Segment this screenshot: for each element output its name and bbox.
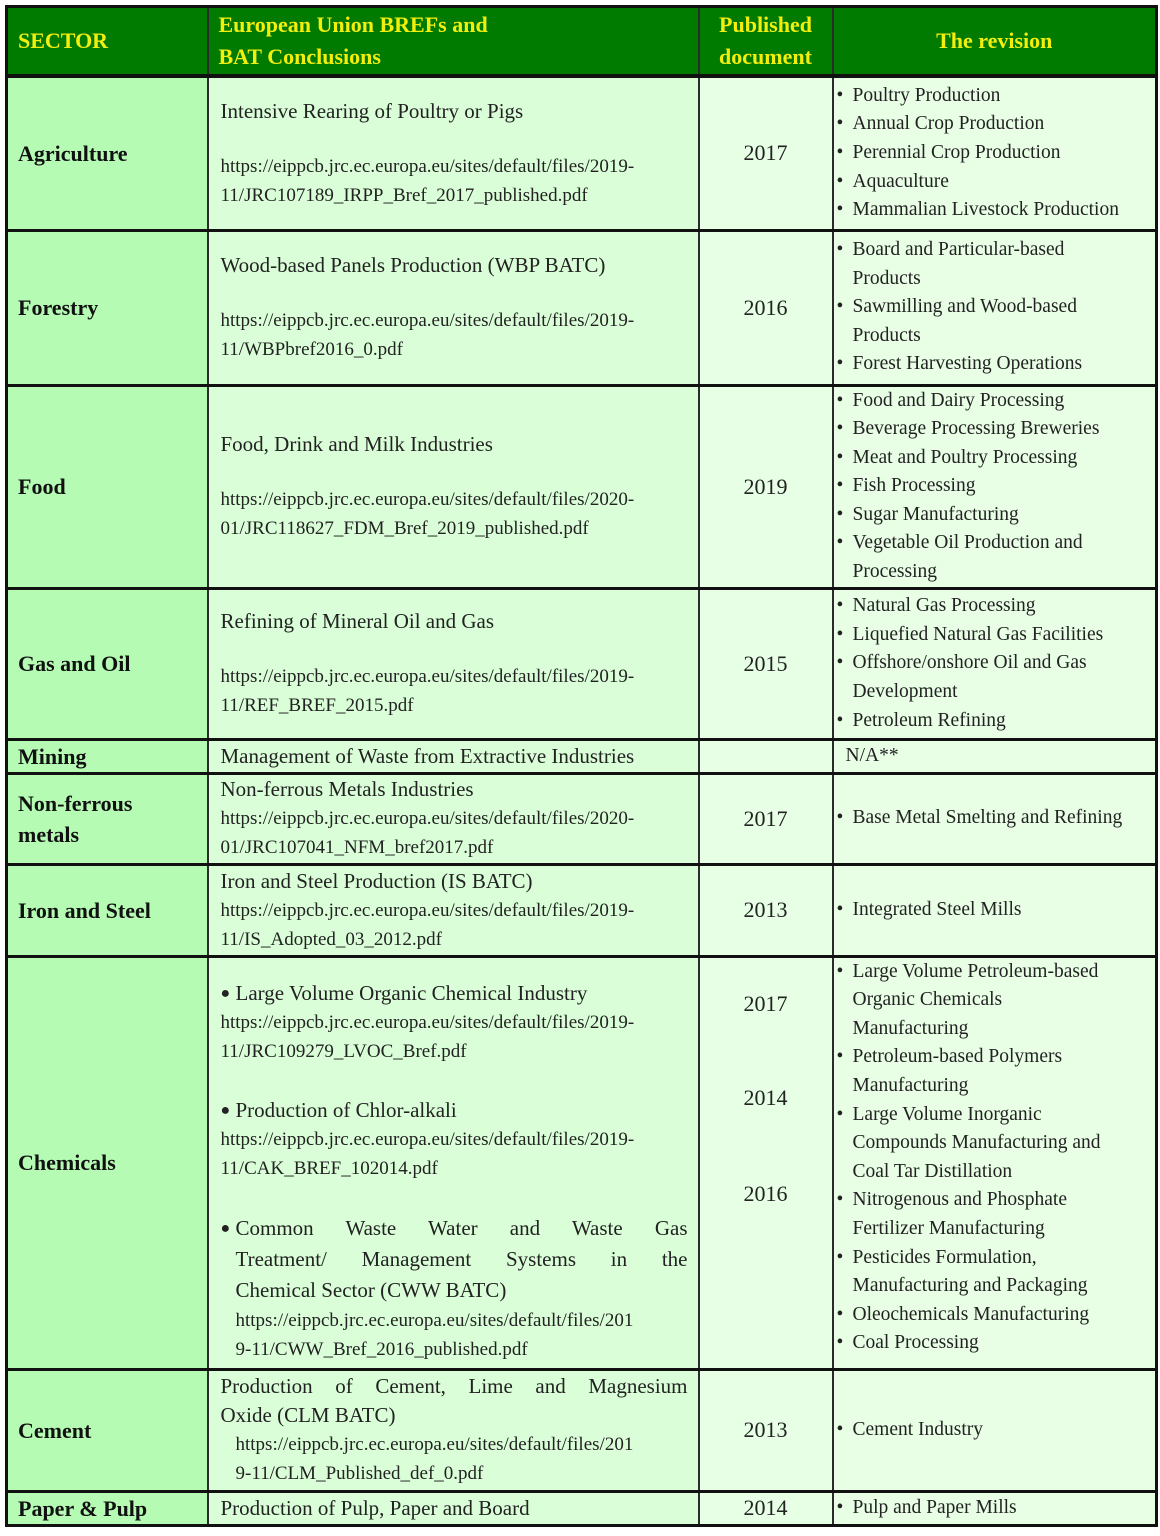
year-cell: 2013	[699, 1369, 833, 1491]
bref-url-line2[interactable]: 11/REF_BREF_2015.pdf	[220, 695, 414, 717]
header-published	[699, 7, 833, 77]
bullet-icon: •	[836, 503, 844, 525]
revision-item: • Oleochemicals Manufacturing	[837, 1301, 1152, 1330]
bref-cell	[208, 864, 699, 956]
revision-list	[837, 896, 1152, 925]
header-bref-line1: European Union BREFs and	[218, 12, 488, 37]
year-cell: 2013	[699, 864, 833, 956]
year-cww: 2016	[743, 1180, 788, 1206]
bref-cell	[208, 76, 699, 230]
revision-list	[837, 804, 1152, 833]
bullet-icon: ●	[220, 1102, 231, 1120]
header-bref-line2: BAT Conclusions	[218, 44, 381, 69]
bullet-icon: •	[836, 113, 844, 135]
bref-title: Production of Pulp, Paper and Board	[220, 1495, 530, 1520]
bref-url-line2[interactable]: 11/JRC109279_LVOC_Bref.pdf	[220, 1041, 467, 1063]
bref-url-line1[interactable]: https://eippcb.jrc.ec.europa.eu/sites/default/files/2019-	[220, 310, 635, 331]
bref-url-line2[interactable]: 01/JRC107041_NFM_bref2017.pdf	[220, 837, 494, 859]
bref-url-line1[interactable]: https://eippcb.jrc.ec.europa.eu/sites/default/files/2019-	[220, 666, 635, 688]
year-cell: 2016	[699, 230, 833, 385]
sector-cell: Gas and Oil	[7, 588, 208, 739]
bref-url-line2[interactable]: 9-11/CWW_Bref_2016_published.pdf	[235, 1339, 528, 1361]
bref-url-line1[interactable]: https://eippcb.jrc.ec.europa.eu/sites/default/files/2019-	[220, 1129, 635, 1151]
bullet-icon: •	[836, 709, 844, 731]
revision-cell	[833, 739, 1157, 773]
year-cell: 2017	[699, 773, 833, 864]
revision-item: • Annual Crop Production	[837, 110, 1152, 139]
revision-item: • Aquaculture	[837, 168, 1152, 197]
table-row-gas-and-oil	[7, 588, 1157, 739]
revision-item: • Sugar Manufacturing	[837, 501, 1152, 530]
bref-url-line2[interactable]: 01/JRC118627_FDM_Bref_2019_published.pdf	[220, 518, 589, 540]
bref-cell	[208, 588, 699, 739]
header-row	[7, 7, 1157, 77]
bref-title: ● Common Waste Water and Waste Gas Treatment/ Management Systems in the Chemical Sector (CWW BATC)	[221, 1213, 688, 1306]
table-row-mining	[7, 739, 1157, 773]
revision-item: • Forest Harvesting Operations	[837, 350, 1152, 379]
bref-title: ● Large Volume Organic Chemical Industry	[221, 979, 688, 1008]
year-cell: 2015	[699, 588, 833, 739]
bullet-icon: •	[836, 418, 844, 440]
sector-cell: Paper & Pulp	[7, 1491, 208, 1525]
bref-title-line2: Oxide (CLM BATC)	[220, 1403, 396, 1428]
bref-title: Intensive Rearing of Poultry or Pigs	[220, 98, 524, 123]
revision-list	[837, 958, 1152, 1358]
table-row-non-ferrous-metals	[7, 773, 1157, 864]
revision-item: • Pulp and Paper Mills	[837, 1494, 1152, 1523]
revision-item: • Cement Industry	[837, 1416, 1152, 1445]
bref-cell	[208, 1369, 699, 1491]
table-row-agriculture	[7, 76, 1157, 230]
revision-item: • Meat and Poultry Processing	[837, 444, 1152, 473]
bullet-icon: •	[836, 353, 844, 375]
sector-line2: metals	[18, 821, 80, 847]
bullet-icon: •	[836, 239, 844, 261]
bullet-icon: •	[836, 807, 844, 829]
bref-cell	[208, 773, 699, 864]
bullet-icon: •	[836, 1046, 844, 1068]
bullet-icon: •	[836, 84, 844, 106]
bullet-icon: •	[836, 1303, 844, 1325]
bref-url-line2[interactable]: 11/IS_Adopted_03_2012.pdf	[220, 928, 442, 950]
bref-cell	[208, 230, 699, 385]
bullet-icon: •	[836, 1189, 844, 1211]
bullet-icon: •	[836, 1103, 844, 1125]
bref-title: Non-ferrous Metals Industries	[220, 777, 474, 802]
bref-title: Refining of Mineral Oil and Gas	[220, 609, 495, 634]
bref-title-line1: Production of Cement, Lime and Magnesium	[220, 1374, 688, 1399]
year-cell: 2019	[699, 385, 833, 588]
revision-item: • Food and Dairy Processing	[837, 387, 1152, 416]
sector-cell: Forestry	[7, 230, 208, 385]
revision-item: • Petroleum Refining	[837, 707, 1152, 736]
bullet-icon: •	[836, 1496, 844, 1518]
bullet-icon: •	[836, 296, 844, 318]
year-chlor-alkali: 2014	[743, 1084, 788, 1110]
revision-item: • Board and Particular-based Products	[837, 236, 1152, 293]
revision-cell	[833, 956, 1157, 1369]
table-row-forestry	[7, 230, 1157, 385]
revision-item: • Large Volume Petroleum-based Organic Chemicals Manufacturing	[837, 958, 1152, 1044]
revision-cell	[833, 773, 1157, 864]
revision-item: • Base Metal Smelting and Refining	[837, 804, 1152, 833]
bullet-icon: •	[836, 1332, 844, 1354]
bullet-icon: •	[836, 446, 844, 468]
year-cell: 2017	[699, 76, 833, 230]
bullet-icon: •	[836, 595, 844, 617]
bref-cell	[208, 956, 699, 1369]
sector-cell: Food	[7, 385, 208, 588]
bullet-icon: ●	[220, 1220, 231, 1238]
sector-cell	[7, 773, 208, 864]
bref-table	[5, 5, 1158, 1527]
bref-url-line2[interactable]: 11/JRC107189_IRPP_Bref_2017_published.pdf	[220, 184, 588, 206]
revision-cell	[833, 1369, 1157, 1491]
bullet-icon: •	[836, 475, 844, 497]
bref-title: Wood-based Panels Production (WBP BATC)	[220, 253, 606, 277]
bref-url-line2[interactable]: 11/WBPbref2016_0.pdf	[220, 339, 403, 360]
revision-item: • Pesticides Formulation, Manufacturing and Packaging	[837, 1244, 1152, 1301]
bullet-icon: •	[836, 898, 844, 920]
table-row-chemicals	[7, 956, 1157, 1369]
header-published-line1: Published	[719, 12, 812, 37]
revision-list	[837, 387, 1152, 587]
sector-cell: Iron and Steel	[7, 864, 208, 956]
year-cell	[699, 739, 833, 773]
table-row-food	[7, 385, 1157, 588]
revision-list	[837, 236, 1152, 379]
sector-cell: Cement	[7, 1369, 208, 1491]
revision-item: • Beverage Processing Breweries	[837, 415, 1152, 444]
revision-list	[837, 592, 1152, 735]
header-published-line2: document	[719, 44, 812, 69]
revision-cell	[833, 864, 1157, 956]
bullet-icon: •	[836, 1418, 844, 1440]
bref-url-line1[interactable]: https://eippcb.jrc.ec.europa.eu/sites/default/files/2019-	[220, 155, 635, 177]
bref-title: Food, Drink and Milk Industries	[220, 432, 493, 457]
revision-item: • Sawmilling and Wood-based Products	[837, 293, 1152, 350]
revision-list	[837, 1416, 1152, 1445]
bref-url-line1[interactable]: https://eippcb.jrc.ec.europa.eu/sites/default/files/2019-	[220, 899, 635, 921]
revision-item: • Coal Processing	[837, 1329, 1152, 1358]
revision-item: • Liquefied Natural Gas Facilities	[837, 621, 1152, 650]
bref-url-line1[interactable]: https://eippcb.jrc.ec.europa.eu/sites/default/files/201	[235, 1310, 634, 1332]
revision-item: • Fish Processing	[837, 472, 1152, 501]
revision-cell	[833, 588, 1157, 739]
bref-cell	[208, 1491, 699, 1525]
revision-item: • Petroleum-based Polymers Manufacturing	[837, 1043, 1152, 1100]
bref-url-line2[interactable]: 9-11/CLM_Published_def_0.pdf	[235, 1463, 484, 1485]
bullet-icon: ●	[220, 985, 231, 1003]
bullet-icon: •	[836, 170, 844, 192]
bref-url-line1[interactable]: https://eippcb.jrc.ec.europa.eu/sites/default/files/2020-	[220, 808, 635, 830]
year-lvoc: 2017	[743, 990, 788, 1016]
revision-cell	[833, 1491, 1157, 1525]
bullet-icon: •	[836, 532, 844, 554]
bref-cell	[208, 739, 699, 773]
revision-item: • Poultry Production	[837, 82, 1152, 111]
revision-cell	[833, 385, 1157, 588]
year-cell	[699, 956, 833, 1369]
revision-cell	[833, 230, 1157, 385]
bullet-icon: •	[836, 623, 844, 645]
bref-title: ● Production of Chlor-alkali	[221, 1096, 688, 1125]
revision-list	[837, 82, 1152, 225]
sector-cell: Mining	[7, 739, 208, 773]
header-revision: The revision	[833, 7, 1157, 77]
bref-title: Iron and Steel Production (IS BATC)	[220, 868, 533, 893]
bref-title: Management of Waste from Extractive Industries	[220, 743, 635, 768]
bullet-icon: •	[836, 141, 844, 163]
bullet-icon: •	[836, 199, 844, 221]
bref-url-line1[interactable]: https://eippcb.jrc.ec.europa.eu/sites/default/files/2019-	[220, 1012, 635, 1034]
bref-url-line1[interactable]: https://eippcb.jrc.ec.europa.eu/sites/default/files/201	[235, 1434, 634, 1456]
sector-cell: Agriculture	[7, 76, 208, 230]
revision-item: • Mammalian Livestock Production	[837, 196, 1152, 225]
bref-url-line2[interactable]: 11/CAK_BREF_102014.pdf	[220, 1158, 438, 1180]
bullet-icon: •	[836, 652, 844, 674]
bullet-icon: •	[836, 389, 844, 411]
table-row-cement	[7, 1369, 1157, 1491]
table-row-paper-and-pulp	[7, 1491, 1157, 1525]
year-cell: 2014	[699, 1491, 833, 1525]
sector-cell: Chemicals	[7, 956, 208, 1369]
revision-na: N/A**	[845, 744, 899, 766]
revision-item: • Nitrogenous and Phosphate Fertilizer Manufacturing	[837, 1186, 1152, 1243]
revision-item: • Offshore/onshore Oil and Gas Development	[837, 649, 1152, 706]
header-bref	[208, 7, 699, 77]
bullet-icon: •	[836, 1246, 844, 1268]
revision-item: • Large Volume Inorganic Compounds Manufacturing and Coal Tar Distillation	[837, 1101, 1152, 1187]
revision-item: • Integrated Steel Mills	[837, 896, 1152, 925]
bref-url-line1[interactable]: https://eippcb.jrc.ec.europa.eu/sites/default/files/2020-	[220, 489, 635, 511]
revision-item: • Perennial Crop Production	[837, 139, 1152, 168]
bref-cell	[208, 385, 699, 588]
revision-item: • Natural Gas Processing	[837, 592, 1152, 621]
header-sector: SECTOR	[7, 7, 208, 77]
revision-cell	[833, 76, 1157, 230]
table-row-iron-and-steel	[7, 864, 1157, 956]
bullet-icon: •	[836, 960, 844, 982]
revision-item: • Vegetable Oil Production and Processing	[837, 529, 1152, 586]
revision-list	[837, 1494, 1152, 1523]
sector-line1: Non-ferrous	[18, 790, 133, 816]
